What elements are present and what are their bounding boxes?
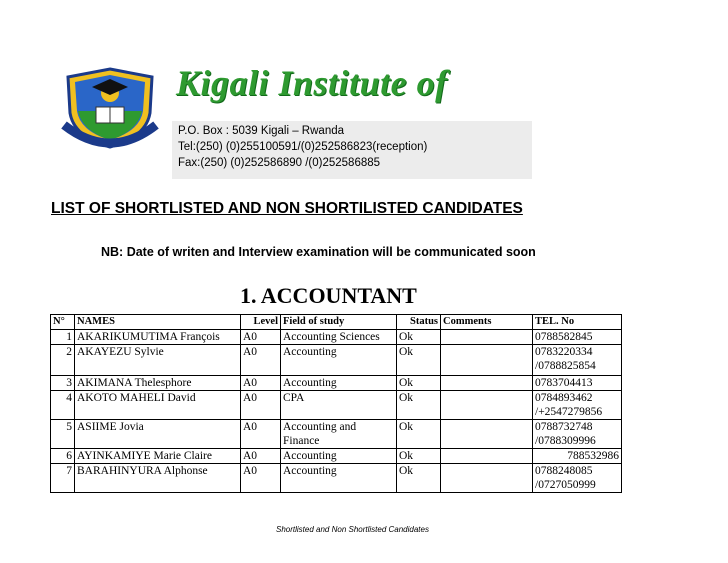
cell-level: A0 (241, 449, 281, 464)
cell-tel: 788532986 (533, 449, 622, 464)
cell-no: 7 (51, 464, 75, 493)
cell-tel: 0783704413 (533, 376, 622, 391)
cell-field: Accounting (281, 345, 397, 376)
cell-tel: 0788248085 /0727050999 (533, 464, 622, 493)
cell-name: AYINKAMIYE Marie Claire (75, 449, 241, 464)
table-header-row (51, 315, 622, 330)
cell-status: Ok (397, 376, 441, 391)
table-row (51, 345, 622, 376)
table-row (51, 464, 622, 493)
cell-field: Accounting (281, 464, 397, 493)
cell-tel: 0784893462 /+2547279856 (533, 391, 622, 420)
cell-level: A0 (241, 420, 281, 449)
col-header-level: Level (241, 315, 281, 330)
cell-status: Ok (397, 420, 441, 449)
cell-name: AKARIKUMUTIMA François (75, 330, 241, 345)
cell-status: Ok (397, 449, 441, 464)
cell-comments (441, 464, 533, 493)
cell-field: Accounting (281, 376, 397, 391)
nb-note: NB: Date of writen and Interview examination will be communicated soon (101, 245, 536, 259)
cell-status: Ok (397, 464, 441, 493)
table-row (51, 330, 622, 345)
cell-no: 3 (51, 376, 75, 391)
cell-level: A0 (241, 464, 281, 493)
cell-comments (441, 345, 533, 376)
cell-no: 2 (51, 345, 75, 376)
cell-field: Accounting Sciences (281, 330, 397, 345)
cell-field: CPA (281, 391, 397, 420)
cell-level: A0 (241, 391, 281, 420)
list-heading: LIST OF SHORTLISTED AND NON SHORTILISTED CANDIDATES (51, 200, 523, 217)
contact-box (172, 121, 532, 179)
cell-name: AKOTO MAHELI David (75, 391, 241, 420)
col-header-field: Field of study (281, 315, 397, 330)
cell-field: Accounting (281, 449, 397, 464)
contact-fax: Fax:(250) (0)252586890 /(0)252586885 (178, 157, 381, 169)
institute-name: Kigali Institute of (176, 63, 448, 103)
cell-name: BARAHINYURA Alphonse (75, 464, 241, 493)
col-header-no: N° (51, 315, 75, 330)
cell-tel: 0783220334 /0788825854 (533, 345, 622, 376)
cell-tel: 0788582845 (533, 330, 622, 345)
col-header-tel: TEL. No (533, 315, 622, 330)
contact-tel: Tel:(250) (0)255100591/(0)252586823(reception) (178, 141, 428, 153)
table-row (51, 376, 622, 391)
cell-status: Ok (397, 391, 441, 420)
cell-name: AKIMANA Thelesphore (75, 376, 241, 391)
cell-no: 6 (51, 449, 75, 464)
cell-comments (441, 420, 533, 449)
contact-po-box: P.O. Box : 5039 Kigali – Rwanda (178, 125, 345, 137)
cell-level: A0 (241, 376, 281, 391)
cell-name: AKAYEZU Sylvie (75, 345, 241, 376)
cell-comments (441, 330, 533, 345)
page-footer: Shortlisted and Non Shortlisted Candidates (276, 525, 429, 534)
cell-comments (441, 449, 533, 464)
cell-field: Accounting and Finance (281, 420, 397, 449)
cell-status: Ok (397, 345, 441, 376)
candidates-table (50, 314, 622, 493)
cell-no: 5 (51, 420, 75, 449)
col-header-comments: Comments (441, 315, 533, 330)
table-row (51, 420, 622, 449)
cell-status: Ok (397, 330, 441, 345)
cell-no: 4 (51, 391, 75, 420)
table-row (51, 449, 622, 464)
cell-comments (441, 391, 533, 420)
cell-tel: 0788732748 /0788309996 (533, 420, 622, 449)
section-title: 1. ACCOUNTANT (240, 283, 417, 308)
institute-crest-logo (60, 65, 160, 151)
cell-no: 1 (51, 330, 75, 345)
col-header-status: Status (397, 315, 441, 330)
cell-level: A0 (241, 330, 281, 345)
col-header-names: NAMES (75, 315, 241, 330)
table-row (51, 391, 622, 420)
cell-level: A0 (241, 345, 281, 376)
cell-name: ASIIME Jovia (75, 420, 241, 449)
cell-comments (441, 376, 533, 391)
